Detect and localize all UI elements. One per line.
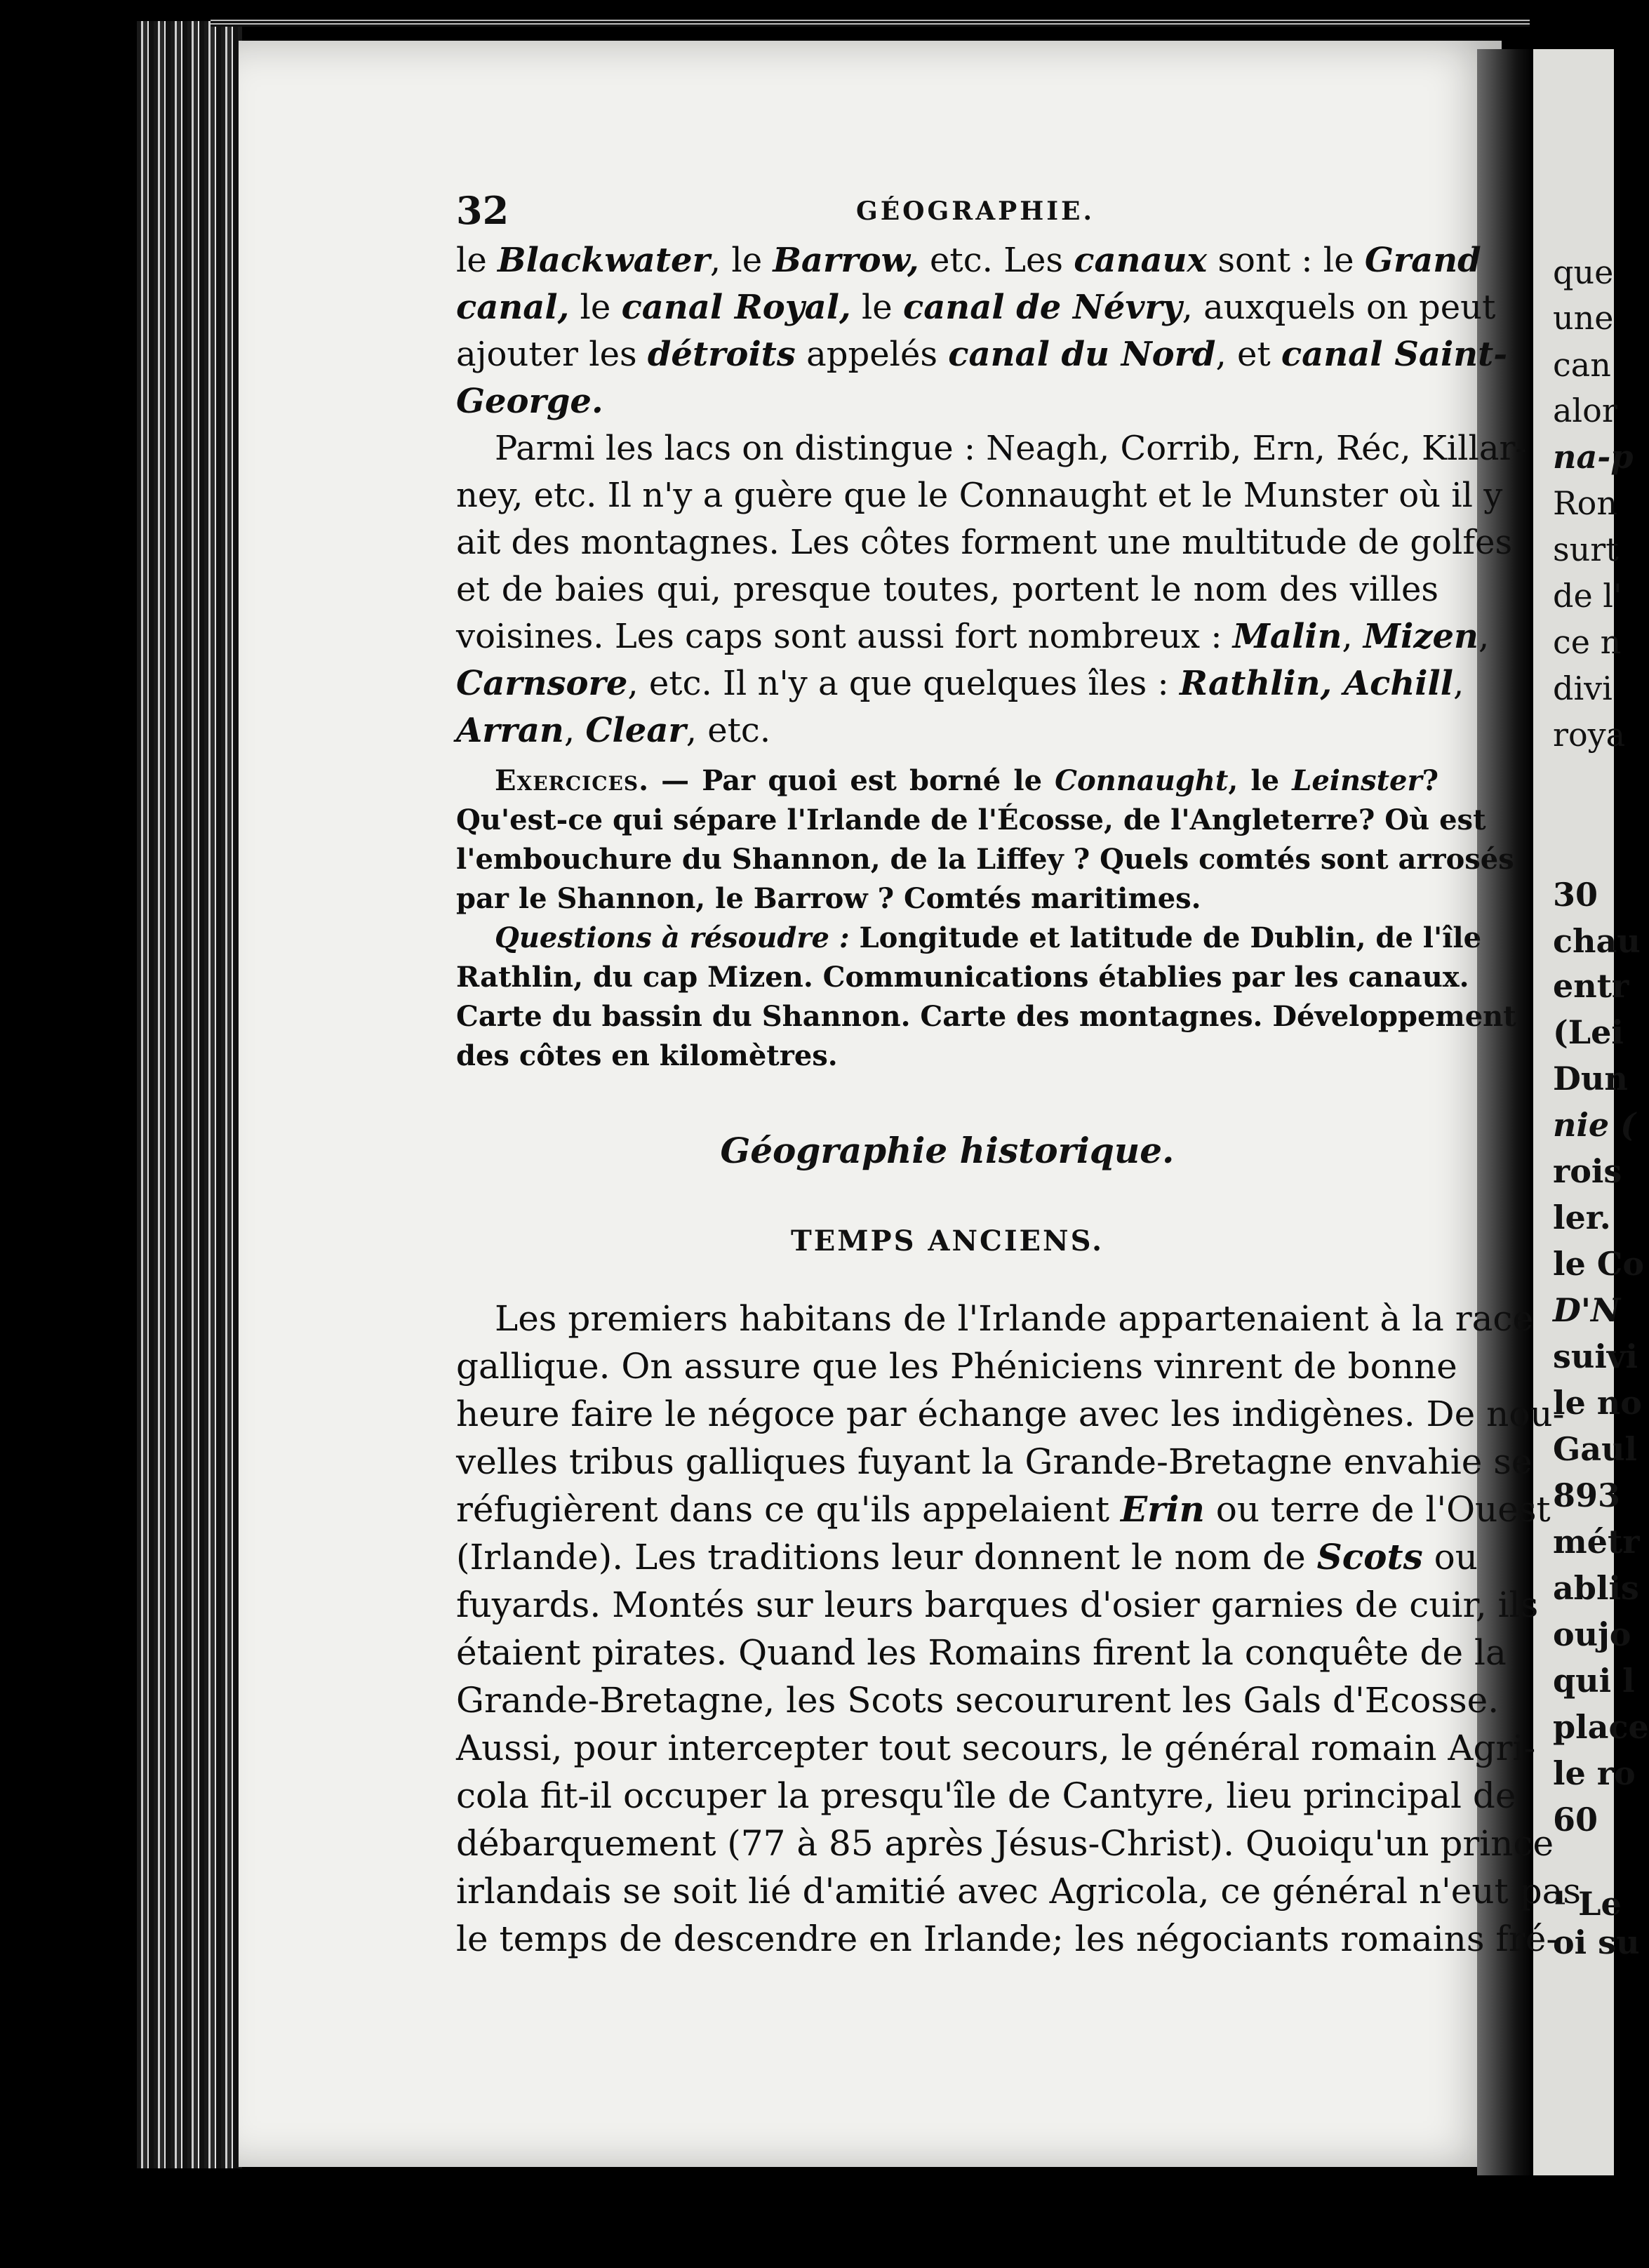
main-paragraph-line bbox=[456, 1438, 1533, 1486]
adjacent-page-fragment: ¹ Le bbox=[1553, 1885, 1622, 1923]
top-paragraph-text: , bbox=[563, 711, 586, 750]
exercise-text: Rathlin, du cap Mizen. Communications établies par les canaux. bbox=[456, 961, 1469, 994]
top-paragraph-text: , le bbox=[709, 241, 773, 280]
main-paragraph-text: Aussi, pour intercepter tout secours, le général romain Agri- bbox=[456, 1728, 1536, 1768]
top-paragraph-text: , auxquels on peut bbox=[1182, 288, 1496, 327]
top-paragraph bbox=[456, 237, 1527, 754]
exercise-text: Carte du bassin du Shannon. Carte des montagnes. Développement bbox=[456, 1000, 1516, 1033]
adjacent-page-fragment: chau bbox=[1553, 922, 1641, 960]
exercise-line bbox=[456, 801, 1486, 840]
adjacent-page-fragment: D'N bbox=[1553, 1291, 1621, 1329]
main-paragraph-text: le temps de descendre en Irlande; les négociants romains fré- bbox=[456, 1919, 1558, 1959]
main-paragraph-line bbox=[456, 1676, 1500, 1724]
main-paragraph-text: ou terre de l'Ouest bbox=[1204, 1489, 1551, 1530]
top-paragraph-text: le bbox=[456, 241, 498, 280]
adjacent-page-fragment: can bbox=[1553, 346, 1611, 384]
adjacent-page-fragment: (Lei bbox=[1553, 1013, 1624, 1051]
adjacent-page-fragment: ablis bbox=[1553, 1569, 1639, 1607]
exercise-line bbox=[456, 1036, 1438, 1076]
main-paragraph-text: heure faire le négoce par échange avec les indigènes. De nou- bbox=[456, 1394, 1565, 1434]
adjacent-page-fragment: rois bbox=[1553, 1152, 1622, 1190]
top-paragraph-text: , bbox=[1478, 617, 1490, 656]
adjacent-page-fragment: Gaul bbox=[1553, 1430, 1638, 1468]
top-paragraph-line bbox=[456, 378, 1438, 425]
top-paragraph-text: ajouter les bbox=[456, 335, 648, 374]
exercise-line bbox=[456, 840, 1514, 879]
top-paragraph-text: etc. Les bbox=[919, 241, 1074, 280]
main-paragraph-line bbox=[456, 1629, 1507, 1676]
adjacent-page-fragment: Ron bbox=[1553, 484, 1617, 522]
exercise-text: l'embouchure du Shannon, de la Liffey ? Quels comtés sont arrosés bbox=[456, 843, 1514, 876]
main-paragraph-text: ou bbox=[1422, 1537, 1478, 1577]
exercises-block bbox=[456, 761, 1516, 1076]
section-heading: Géographie historique. bbox=[720, 1130, 1175, 1171]
top-paragraph-line bbox=[456, 613, 1490, 660]
top-paragraph-line bbox=[456, 425, 1527, 472]
adjacent-page-fragment: le ro bbox=[1553, 1754, 1636, 1792]
adjacent-page-fragment: place bbox=[1553, 1708, 1649, 1746]
main-paragraph-line bbox=[456, 1867, 1582, 1915]
adjacent-page-fragment: 893 bbox=[1553, 1476, 1621, 1514]
exercise-line bbox=[456, 761, 1438, 801]
adjacent-page-fragment: oi su bbox=[1553, 1923, 1640, 1961]
adjacent-page-fragment: 30 bbox=[1553, 876, 1598, 914]
top-paragraph-line bbox=[456, 519, 1513, 566]
main-paragraph-text: velles tribus galliques fuyant la Grande-Bretagne envahie se bbox=[456, 1441, 1533, 1482]
top-paragraph-text: Clear bbox=[585, 711, 686, 750]
exercise-text: Exercices bbox=[495, 764, 639, 797]
exercise-text: Connaught bbox=[1055, 764, 1229, 797]
top-paragraph-text: George. bbox=[456, 382, 603, 421]
main-paragraph-text: fuyards. Montés sur leurs barques d'osier garnies de cuir, ils bbox=[456, 1585, 1539, 1625]
adjacent-page-fragment: roya bbox=[1553, 716, 1626, 754]
adjacent-page-fragment: le Co bbox=[1553, 1245, 1645, 1283]
exercise-text: par le Shannon, le Barrow ? Comtés maritimes. bbox=[456, 882, 1201, 915]
main-paragraph-line bbox=[456, 1486, 1551, 1533]
main-paragraph-line bbox=[456, 1581, 1539, 1629]
exercise-text: des côtes en kilomètres. bbox=[456, 1039, 838, 1072]
adjacent-page-fragment: entr bbox=[1553, 967, 1629, 1005]
top-paragraph-text: le bbox=[569, 288, 622, 327]
top-paragraph-text: détroits bbox=[647, 335, 796, 374]
top-paragraph-line bbox=[456, 284, 1496, 331]
adjacent-page-fragment: na-p bbox=[1553, 438, 1634, 476]
main-paragraph-text: Erin bbox=[1121, 1488, 1205, 1530]
top-paragraph-line bbox=[456, 237, 1481, 284]
top-paragraph-line bbox=[456, 707, 1438, 754]
top-paragraph-text: canal du Nord bbox=[948, 335, 1216, 374]
top-paragraph-text: sont : le bbox=[1207, 241, 1365, 280]
adjacent-page-fragment: de l' bbox=[1553, 577, 1622, 615]
exercise-text: Qu'est-ce qui sépare l'Irlande de l'Écosse, de l'Angleterre? Où est bbox=[456, 803, 1486, 836]
adjacent-page-fragment: oujo bbox=[1553, 1615, 1631, 1653]
main-paragraph-text: cola fit-il occuper la presqu'île de Cantyre, lieu principal de bbox=[456, 1775, 1516, 1816]
main-paragraph-text: gallique. On assure que les Phéniciens vinrent de bonne bbox=[456, 1346, 1457, 1387]
main-paragraph-text: irlandais se soit lié d'amitié avec Agricola, ce général n'eut pas bbox=[456, 1871, 1582, 1912]
top-paragraph-text: Rathlin, Achill bbox=[1179, 664, 1453, 703]
exercise-text: ? bbox=[1422, 764, 1439, 797]
main-paragraph-line bbox=[456, 1915, 1558, 1963]
top-paragraph-text: voisines. Les caps sont aussi fort nombreux : bbox=[456, 617, 1233, 656]
top-paragraph-text: Grand bbox=[1364, 241, 1481, 280]
adjacent-page-fragment: que bbox=[1553, 253, 1614, 291]
top-paragraph-text: canal Royal, bbox=[621, 288, 851, 327]
top-paragraph-text: canal, bbox=[456, 288, 570, 327]
top-paragraph-text: canal de Névry bbox=[902, 288, 1182, 327]
main-paragraph-text: Grande-Bretagne, les Scots secoururent les Gals d'Ecosse. bbox=[456, 1680, 1500, 1721]
exercise-line bbox=[456, 997, 1516, 1036]
top-paragraph-text: , bbox=[1453, 664, 1464, 703]
exercise-text: Questions à résoudre : bbox=[495, 921, 850, 954]
top-paragraph-text: le bbox=[850, 288, 903, 327]
top-paragraph-text: et de baies qui, presque toutes, portent le nom des villes bbox=[456, 570, 1438, 609]
adjacent-page-fragment: ce n bbox=[1553, 623, 1622, 661]
top-paragraph-text: Arran bbox=[456, 711, 564, 750]
running-title: GÉOGRAPHIE. bbox=[856, 196, 1095, 226]
adjacent-page-fragment: 60 bbox=[1553, 1801, 1598, 1839]
page-number: 32 bbox=[456, 188, 509, 233]
top-paragraph-text: Blackwater bbox=[498, 241, 710, 280]
top-paragraph-line bbox=[456, 566, 1438, 613]
adjacent-page-fragment: métr bbox=[1553, 1523, 1640, 1561]
main-paragraph-text: Scots bbox=[1316, 1536, 1423, 1577]
top-paragraph-line bbox=[456, 472, 1503, 519]
main-paragraph-text: (Irlande). Les traditions leur donnent le nom de bbox=[456, 1537, 1317, 1577]
exercise-line bbox=[456, 958, 1469, 997]
top-paragraph-text: canal Saint- bbox=[1281, 335, 1508, 374]
main-paragraph-line bbox=[456, 1724, 1536, 1772]
page-stack-edges bbox=[137, 21, 242, 2168]
exercise-text: . — Par quoi est borné le bbox=[639, 764, 1055, 797]
main-paragraph-line bbox=[456, 1772, 1516, 1820]
top-paragraph-text: , et bbox=[1215, 335, 1281, 374]
top-paragraph-text: Malin bbox=[1232, 617, 1342, 656]
top-paragraph-text: canaux bbox=[1074, 241, 1208, 280]
exercise-line bbox=[456, 879, 1438, 919]
exercise-line bbox=[456, 919, 1482, 958]
top-paragraph-text: Carnsore bbox=[456, 664, 628, 703]
top-paragraph-text: Parmi les lacs on distingue : Neagh, Corrib, Ern, Réc, Killar- bbox=[495, 429, 1527, 468]
adjacent-page-fragment: Dun bbox=[1553, 1060, 1628, 1098]
top-paragraph-text: Barrow, bbox=[773, 241, 919, 280]
top-paragraph-text: ait des montagnes. Les côtes forment une multitude de golfes bbox=[456, 523, 1513, 562]
exercise-text: Leinster bbox=[1292, 764, 1422, 797]
top-paragraph-text: , etc. bbox=[686, 711, 771, 750]
adjacent-page-fragment: le no bbox=[1553, 1384, 1642, 1422]
main-paragraph-line bbox=[456, 1820, 1554, 1867]
top-paragraph-text: , bbox=[1342, 617, 1363, 656]
adjacent-page-fragment: suivi bbox=[1553, 1338, 1638, 1375]
top-paragraph-text: Mizen bbox=[1363, 617, 1478, 656]
adjacent-page-fragment: alor bbox=[1553, 392, 1617, 429]
top-paragraph-text: appelés bbox=[795, 335, 949, 374]
top-paragraph-text: ney, etc. Il n'y a guère que le Connaught et le Munster où il y bbox=[456, 476, 1503, 515]
main-paragraph-line bbox=[456, 1533, 1478, 1581]
exercise-text: , le bbox=[1228, 764, 1293, 797]
subsection-heading: TEMPS ANCIENS. bbox=[790, 1225, 1104, 1258]
main-paragraph-line bbox=[456, 1390, 1565, 1438]
running-header bbox=[456, 188, 1438, 233]
adjacent-page-fragment: une bbox=[1553, 299, 1614, 337]
adjacent-page-fragment: surt bbox=[1553, 531, 1619, 568]
main-paragraph-text: réfugièrent dans ce qu'ils appelaient bbox=[456, 1489, 1121, 1530]
page-stack-top-edge bbox=[211, 20, 1530, 27]
top-paragraph-line bbox=[456, 331, 1508, 378]
main-paragraph-text: Les premiers habitans de l'Irlande appartenaient à la race bbox=[495, 1298, 1534, 1339]
adjacent-page-fragment: ler. bbox=[1553, 1199, 1611, 1236]
adjacent-page-fragment: divi bbox=[1553, 669, 1613, 707]
top-paragraph-text: , etc. Il n'y a que quelques îles : bbox=[627, 664, 1180, 703]
main-paragraph-line bbox=[456, 1295, 1534, 1342]
adjacent-page-fragment: nie ( bbox=[1553, 1106, 1636, 1144]
main-paragraph-line bbox=[456, 1342, 1457, 1390]
adjacent-page-fragment: qui l bbox=[1553, 1662, 1635, 1700]
exercise-text: Longitude et latitude de Dublin, de l'île bbox=[849, 921, 1482, 954]
main-paragraph-text: débarquement (77 à 85 après Jésus-Christ). Quoiqu'un prince bbox=[456, 1823, 1554, 1864]
top-paragraph-line bbox=[456, 660, 1464, 707]
main-paragraph-text: étaient pirates. Quand les Romains firent la conquête de la bbox=[456, 1632, 1507, 1673]
